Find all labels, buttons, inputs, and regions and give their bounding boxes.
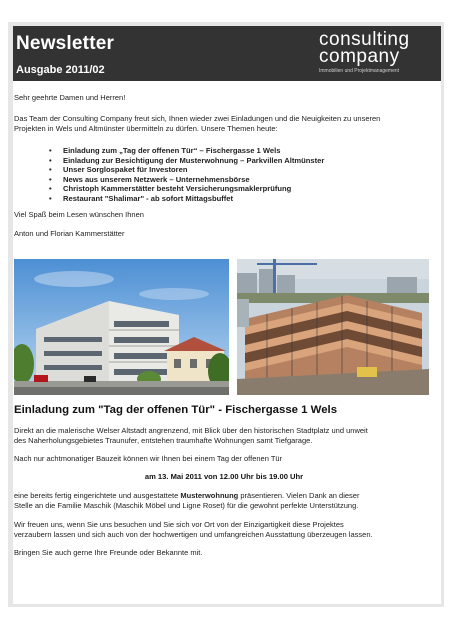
article-p5: Bringen Sie auch gerne Ihre Freunde oder Bekannte mit. [14,548,203,557]
model-apartment-label: Musterwohnung [180,491,239,500]
intro-section [14,93,438,135]
article-p1-line2: des Naherholungsgebietes Traunufer, entstehen traumhafte Wohnungen samt Tiefgarage. [14,436,313,446]
construction-site-image [237,259,429,395]
topics-list [49,146,324,204]
intro-line-1: Das Team der Consulting Company freut sich, Ihnen wieder zwei Einladungen und die Neuigkeiten zu unseren [14,113,381,123]
list-item: • Einladung zum „Tag der offenen Tür“ – Fischergasse 1 Wels [49,146,281,155]
list-item: • Restaurant "Shalimar" - ab sofort Mittagsbuffet [49,193,234,203]
header-banner [13,26,441,81]
greeting: Sehr geehrte Damen und Herren! [14,93,126,102]
building-rendering-image [14,259,229,395]
article-p4: Wir freuen uns, wenn Sie uns besuchen und Sie sich vor Ort von der Einzigartigkeit diese Projektes verzaubern lassen und sich auch von der hochwertigen und umfangreichen Ausstattung überzeugen lassen. [14,520,373,540]
logo-line-company: company [319,46,400,67]
article-p2: Nach nur achtmonatiger Bauzeit können wir Ihnen bei einem Tag der offenen Tür [14,454,283,463]
company-logo [319,31,439,77]
intro-line-2: Projekten in Wels und Altmünster übermitteln zu dürfen. Unsere Themen heute: [14,124,278,133]
article-p1-line1: Direkt an die malerische Welser Altstadt angrenzend, mit Blick über den historischen Stadtplatz und unweit [14,426,368,435]
issue-label: Ausgabe 2011/02 [16,64,105,76]
event-date: am 13. Mai 2011 von 12.00 Uhr bis 19.00 Uhr [144,472,304,481]
list-item: • Einladung zur Besichtigung der Musterwohnung – Parkvillen Altmünster [49,155,325,165]
list-item: • News aus unserem Netzwerk – Unternehmensbörse [49,174,250,184]
logo-tagline: Immobilien und Projektmanagement [319,68,400,74]
signature: Anton und Florian Kammerstätter [14,229,125,238]
closing-text: Viel Spaß beim Lesen wünschen Ihnen [14,210,144,219]
newsletter-title: Newsletter [16,33,115,54]
logo-line-consulting: consulting [319,29,410,50]
article-heading: Einladung zum "Tag der offenen Tür" - Fischergasse 1 Wels [14,404,338,416]
newsletter-page [13,26,441,604]
article-p3: eine bereits fertig eingerichtete und ausgestattete Musterwohnung präsentieren. Vielen Dank an dieser Stelle an die Familie Maschik (Maschik Möbel und Ligne Roset) für die gewohnt perfekte Unterstützung. [14,491,360,511]
article-body [14,426,434,446]
list-item: • Unser Sorglospaket für Investoren [49,165,188,175]
list-item: • Christoph Kammerstätter besteht Versicherungsmaklerprüfung [49,184,292,194]
